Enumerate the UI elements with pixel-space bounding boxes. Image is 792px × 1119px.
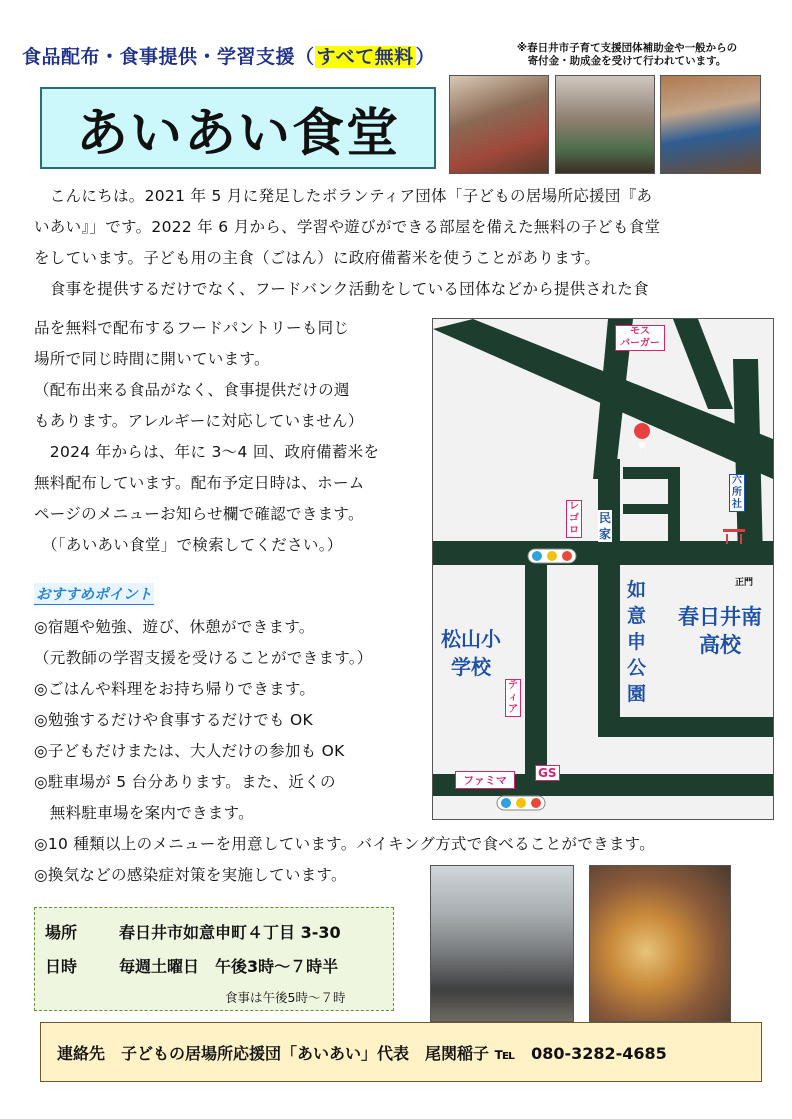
list-item: ◎駐車場が 5 台分あります。また、近くの — [34, 773, 336, 791]
title-box — [40, 87, 436, 169]
contact-bar — [40, 1022, 762, 1082]
contact-text: 連絡先 子どもの居場所応援団「あいあい」代表 尾関稲子 ℡ 080-3282-4685 — [57, 1043, 667, 1063]
points-title: おすすめポイント — [34, 583, 154, 605]
map-label-elementary: 松山小学校 — [441, 627, 501, 679]
map-label-gs: GS — [535, 765, 560, 781]
food-photo — [589, 865, 731, 1022]
cooking-photo — [449, 75, 549, 174]
place-label: 場所 — [45, 923, 78, 942]
map-label-tia: ティア — [505, 679, 521, 717]
map-label-park: 如意申公園 — [627, 579, 647, 705]
intro-paragraph: こんにちは。2021 年 5 月に発足したボランティア団体「子どもの居場所応援団『あ いあい』」です。2022 年 6 月から、学習や遊びができる部屋を備えた無料の子ども食堂 をしています。子ども用の主食（ごはん）に政府備蓄米を使うことがあります。 食事を提供するだけでなく、フードバンク活動をしている団体などから提供された食 — [34, 187, 661, 298]
page-title: あいあい食堂 — [75, 103, 400, 164]
map-label-mos: モス バーガー — [615, 325, 665, 351]
info-box — [34, 907, 394, 1011]
list-item: ◎換気などの感染症対策を実施しています。 — [34, 866, 347, 884]
funding-note: ※春日井市子育て支援団体補助金や一般からの 寄付金・助成金を受けて行われています。 — [516, 42, 738, 67]
kitchen-photo — [555, 75, 655, 174]
meal-note: 食事は午後5時〜７時 — [225, 990, 346, 1005]
points-list — [34, 612, 655, 891]
free-highlight: すべて無料 — [316, 46, 414, 68]
map-label-minka: 民家 — [598, 511, 611, 541]
list-item: ◎子どもだけまたは、大人だけの参加も OK — [34, 742, 345, 760]
pantry-paragraph: 品を無料で配布するフードパントリーも同じ 場所で同じ時間に開いています。 （配布出来る食品がなく、食事提供だけの週 もあります。アレルギーに対応していません） 2024 年からは、年に 3〜4 回、政府備蓄米を 無料配布しています。配布予定日時は、ホーム ページのメニューお知らせ欄で確認できます。 （「あいあい食堂」で検索してください。） — [34, 319, 380, 554]
map-label-seimon: 正門 — [735, 578, 754, 588]
list-item: （元教師の学習支援を受けることができます。） — [34, 649, 373, 667]
list-item: ◎10 種類以上のメニューを用意しています。バイキング方式で食べることができます。 — [34, 835, 656, 853]
map-label-rokusho: 六所社 — [729, 474, 745, 512]
traffic-light-icon-1 — [528, 549, 576, 563]
time-label: 日時 — [45, 957, 78, 976]
header-title: 食品配布・食事提供・学習支援（ すべて無料 ） — [22, 46, 436, 68]
map-label-famima: ファミマ — [455, 771, 515, 789]
map-label-high-school: 春日井南高校 — [678, 605, 762, 657]
list-item: ◎ごはんや料理をお持ち帰りできます。 — [34, 680, 316, 698]
time-value: 毎週土曜日 午後3時〜７時半 — [119, 957, 339, 976]
list-item: ◎勉強するだけや食事するだけでも OK — [34, 711, 314, 729]
map-label-rego: レゴロ — [566, 500, 582, 538]
list-item: 無料駐車場を案内できます。 — [34, 804, 254, 822]
study-photo — [660, 75, 761, 174]
list-item: ◎宿題や勉強、遊び、休憩ができます。 — [34, 618, 315, 636]
place-value: 春日井市如意申町４丁目 3-30 — [119, 923, 341, 942]
building-photo — [430, 865, 574, 1022]
